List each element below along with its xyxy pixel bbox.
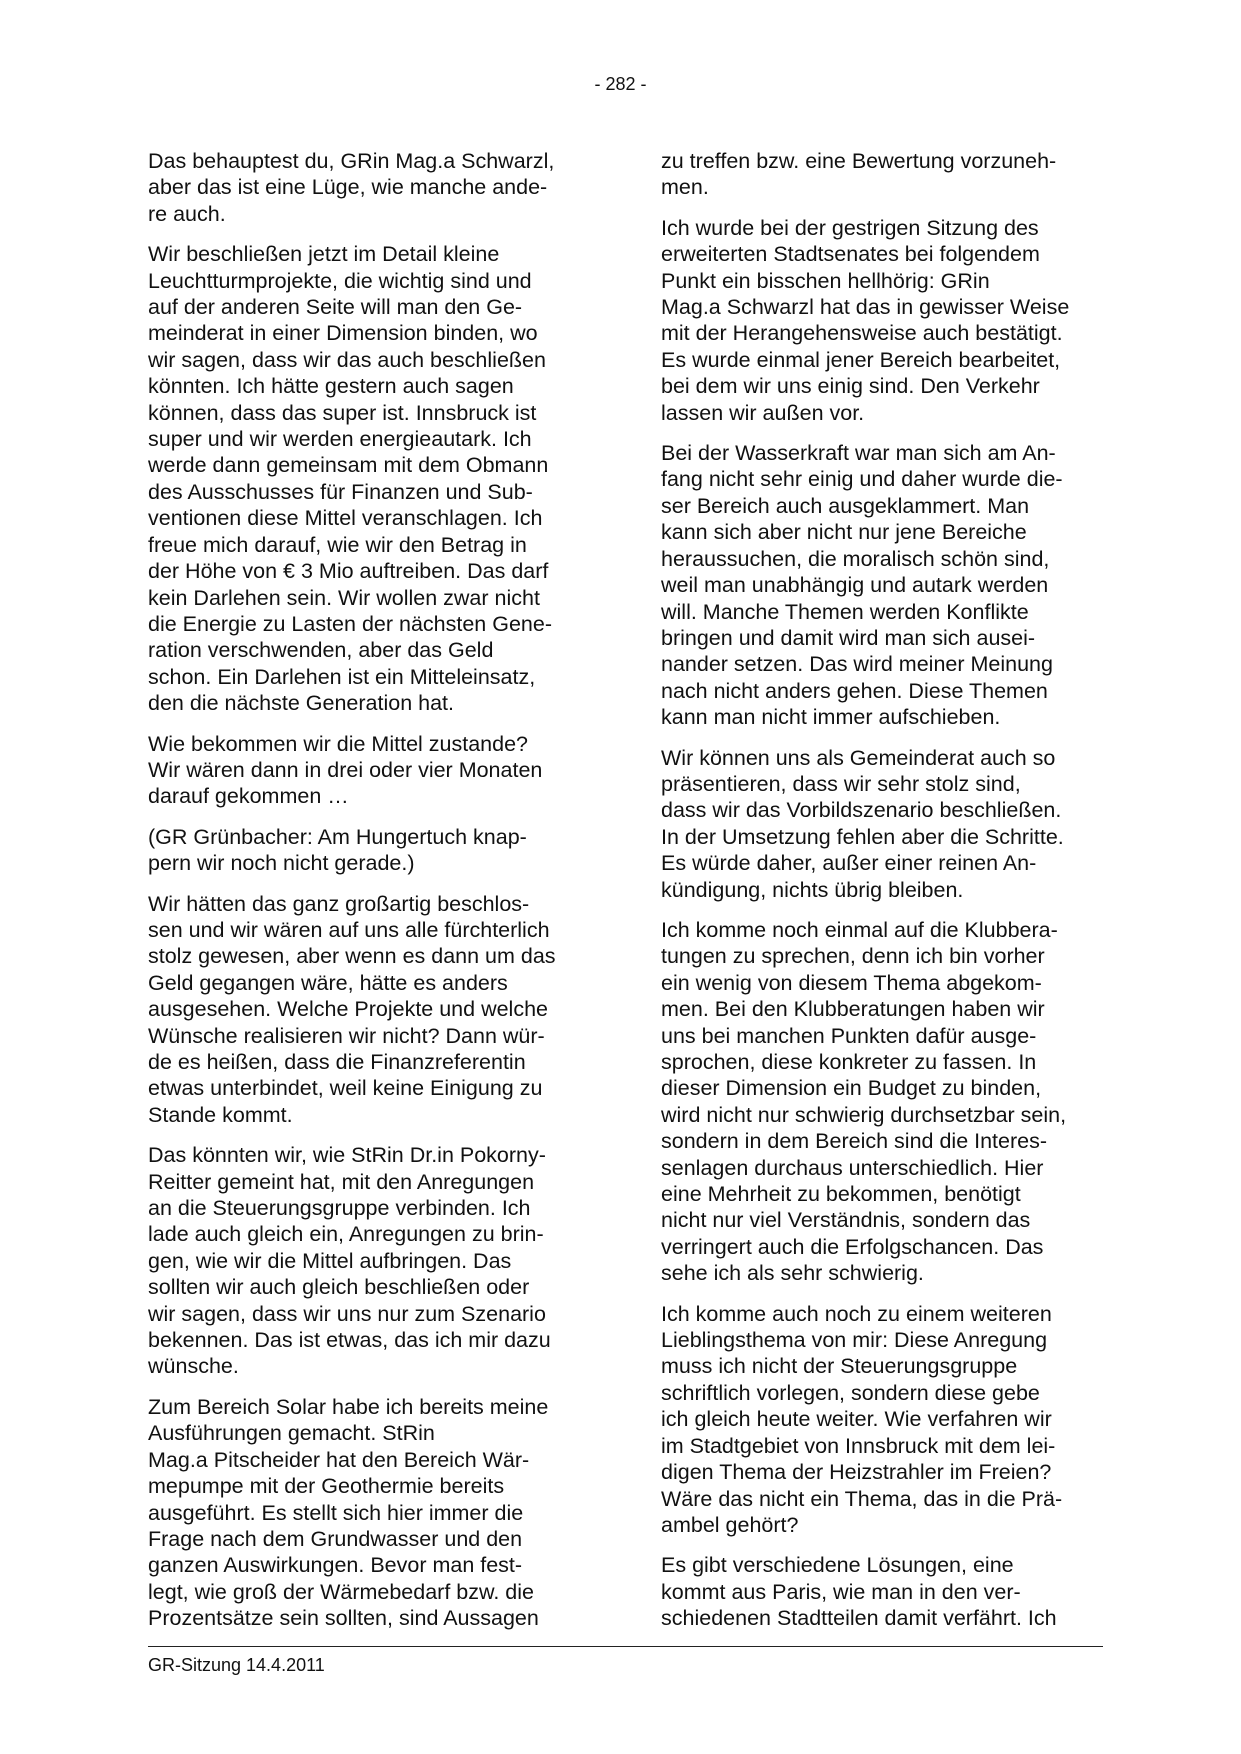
paragraph: Das könnten wir, wie StRin Dr.in Pokorny- Reitter gemeint hat, mit den Anregungen an die Steuerungsgruppe verbinden. Ich lade auch gleich ein, Anregungen zu brin- gen, wie wir die Mittel aufbringen. Das sollten wir auch gleich beschließen oder wir sagen, dass wir uns nur zum Szenario bekennen. Das ist etwas, das ich mir dazu wünsche.: [148, 1143, 551, 1379]
paragraph: Ich wurde bei der gestrigen Sitzung des erweiterten Stadtsenates bei folgendem Punkt ein bisschen hellhörig: GRin Mag.a Schwarzl hat das in gewisser Weise mit der Herangehensweise auch bestätigt. Es wurde einmal jener Bereich bearbeitet, bei dem wir uns einig sind. Den Verkehr lassen wir außen vor.: [661, 215, 1070, 425]
paragraph: Wir können uns als Gemeinderat auch so präsentieren, dass wir sehr stolz sind, dass wir das Vorbildszenario beschließen. In der Umsetzung fehlen aber die Schritte. Es würde daher, außer einer reinen An- kündigung, nichts übrig bleiben.: [661, 745, 1064, 902]
left-text-column: [148, 148, 593, 1646]
footer-divider: [148, 1646, 1103, 1647]
paragraph: Bei der Wasserkraft war man sich am An- fang nicht sehr einig und daher wurde die- ser Bereich auch ausgeklammert. Man kann sich aber nicht nur jene Bereiche heraussuchen, die moralisch schön sind, weil man unabhängig und autark werden will. Manche Themen werden Konflikte bringen und damit wird man sich ausei- nander setzen. Das wird meiner Meinung nach nicht anders gehen. Diese Themen kann man nicht immer aufschieben.: [661, 441, 1063, 730]
paragraph: Wie bekommen wir die Mittel zustande? Wir wären dann in drei oder vier Monaten darauf gekommen …: [148, 731, 543, 809]
paragraph: Es gibt verschiedene Lösungen, eine kommt aus Paris, wie man in den ver- schiedenen Stadtteilen damit verfährt. Ich: [661, 1553, 1057, 1631]
paragraph: Ich komme noch einmal auf die Klubbera- tungen zu sprechen, denn ich bin vorher ein wenig von diesem Thema abgekom- men. Bei den Klubberatungen haben wir uns bei manchen Punkten dafür ausge- sprochen, diese konkreter zu fassen. In dieser Dimension ein Budget zu binden, wird nicht nur schwierig durchsetzbar sein, sondern in dem Bereich sind die Interes- senlagen durchaus unterschiedlich. Hier eine Mehrheit zu bekommen, benötigt nicht nur viel Verständnis, sondern das verringert auch die Erfolgschancen. Das sehe ich als sehr schwierig.: [661, 917, 1067, 1286]
paragraph: Zum Bereich Solar habe ich bereits meine Ausführungen gemacht. StRin Mag.a Pitscheider hat den Bereich Wär- mepumpe mit der Geothermie bereits ausgeführt. Es stellt sich hier immer die Frage nach dem Grundwasser und den ganzen Auswirkungen. Bevor man fest- legt, wie groß der Wärmebedarf bzw. die Prozentsätze sein sollten, sind Aussagen: [148, 1394, 549, 1631]
paragraph: zu treffen bzw. eine Bewertung vorzuneh- men.: [661, 149, 1057, 200]
paragraph: Das behauptest du, GRin Mag.a Schwarzl, aber das ist eine Lüge, wie manche ande- re auch.: [148, 149, 555, 226]
paragraph: Wir beschließen jetzt im Detail kleine Leuchtturmprojekte, die wichtig sind und auf der anderen Seite will man den Ge- meinderat in einer Dimension binden, wo wir sagen, dass wir das auch beschließen könnten. Ich hätte gestern auch sagen können, dass das super ist. Innsbruck ist super und wir werden energieautark. Ich werde dann gemeinsam mit dem Obmann des Ausschusses für Finanzen und Sub- ventionen diese Mittel veranschlagen. Ich freue mich darauf, wie wir den Betrag in der Höhe von € 3 Mio auftreiben. Das darf kein Darlehen sein. Wir wollen zwar nicht die Energie zu Lasten der nächsten Gene- ration verschwenden, aber das Geld schon. Ein Darlehen ist ein Mitteleinsatz, den die nächste Generation hat.: [148, 242, 552, 716]
right-text-column: [661, 148, 1106, 1646]
paragraph: Ich komme auch noch zu einem weiteren Lieblingsthema von mir: Diese Anregung muss ich nicht der Steuerungsgruppe schriftlich vorlegen, sondern diese gebe ich gleich heute weiter. Wie verfahren wir im Stadtgebiet von Innsbruck mit dem lei- digen Thema der Heizstrahler im Freien? Wäre das nicht ein Thema, das in die Prä- ambel gehört?: [661, 1301, 1063, 1537]
paragraph: Wir hätten das ganz großartig beschlos- sen und wir wären auf uns alle fürchterlich stolz gewesen, aber wenn es dann um das Geld gegangen wäre, hätte es anders ausgesehen. Welche Projekte und welche Wünsche realisieren wir nicht? Dann wür- de es heißen, dass die Finanzreferentin etwas unterbindet, weil keine Einigung zu Stande kommt.: [148, 891, 556, 1127]
paragraph: (GR Grünbacher: Am Hungertuch knap- pern wir noch nicht gerade.): [148, 824, 527, 876]
page-number: - 282 -: [594, 74, 647, 94]
footer-session-label: GR-Sitzung 14.4.2011: [148, 1655, 325, 1675]
